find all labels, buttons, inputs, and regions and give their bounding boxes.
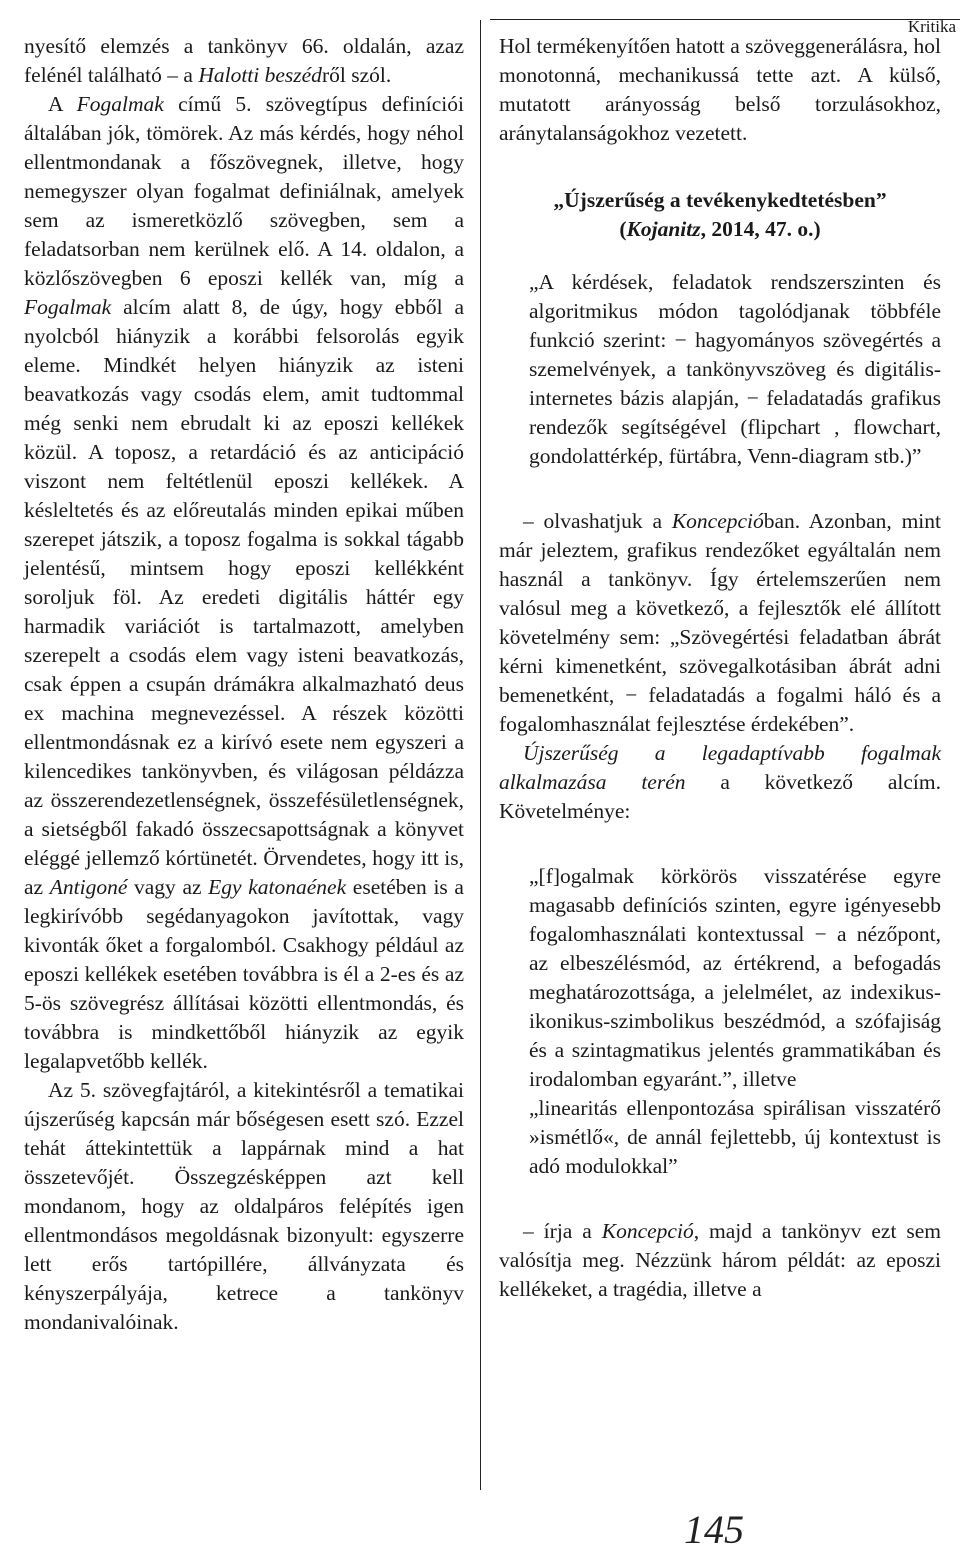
quote-3: „linearitás ellenpontozása spirálisan visszatérő »ismétlő«, de annál fejlettebb, új kontextust is adó modulokkal” bbox=[529, 1096, 941, 1178]
italic-run: Halotti beszéd bbox=[198, 63, 322, 87]
italic-run: Antigoné bbox=[49, 875, 128, 899]
left-column bbox=[24, 32, 464, 1337]
quote-2: „[f]ogalmak körkörös visszatérése egyre magasabb definíciós szinten, egyre igényesebb fogalomhasználati kontextussal − a nézőpont, az elbeszélésmód, az értékrend, a befogadás meghatározottsága, a jelelmélet, az indexikus-ikonikus-szimbolikus beszédmód, a szófajiság és a szintagmatikus jelentés grammatikában és irodalomban egyaránt.”, illetve bbox=[529, 864, 941, 1091]
left-paragraph-1: nyesítő elemzés a tankönyv 66. oldalán, azaz felénél található – a Halotti beszédről szól. bbox=[24, 34, 464, 87]
header-rule bbox=[490, 17, 960, 36]
left-paragraph-3: Az 5. szövegfajtáról, a kitekintésről a tematikai újszerűség kapcsán már bőségesen esett szó. Ezzel tehát áttekintettük a lappárnak mind a hat összetevőjét. Összegzésképpen azt kell mondanom, hogy az oldalpáros felépítés igen ellentmondásos megoldásnak bizonyult: egyszerre lett erős tartópillére, állványzata és kényszerpályája, ketrece a tankönyv mondanivalóinak. bbox=[24, 1078, 464, 1334]
italic-run: Újszerűség a legadaptívabb fogalmak alkalmazása terén bbox=[499, 741, 941, 794]
page-number: 145 bbox=[684, 1507, 744, 1552]
italic-run: Fogalmak bbox=[76, 92, 164, 116]
italic-run: Egy katonaének bbox=[208, 875, 347, 899]
quote-1: „A kérdések, feladatok rendszerszinten és algoritmikus módon tagolódjanak többféle funkció szerint: − hagyományos szövegértés a szemelvények, a tankönyvszöveg és digitális-internetes bázis alapján, − feladatadás grafikus rendezők segítségével (flipchart , flowchart, gondolattérkép, fürtábra, Venn-diagram stb.)” bbox=[529, 270, 941, 468]
right-paragraph-1: Hol termékenyítően hatott a szöveggenerálásra, hol monotonná, mechanikussá tette azt. A külső, mutatott arányosság belső torzulásokhoz, aránytalanságokhoz vezetett. bbox=[499, 34, 941, 145]
section-heading-title: „Újszerűség a tevékenykedtetésben” bbox=[553, 188, 887, 212]
right-column bbox=[499, 32, 941, 1304]
right-paragraph-3: Újszerűség a legadaptívabb fogalmak alkalmazása terén a következő alcím. Követelménye: bbox=[499, 741, 941, 823]
right-paragraph-4: – írja a Koncepció, majd a tankönyv ezt sem valósítja meg. Nézzünk három példát: az eposzi kellékeket, a tragédia, illetve a bbox=[499, 1219, 941, 1301]
italic-run: Kojanitz bbox=[626, 217, 701, 241]
column-divider bbox=[480, 20, 481, 1490]
italic-run: Fogalmak bbox=[24, 295, 112, 319]
section-heading-source: (Kojanitz, 2014, 47. o.) bbox=[619, 217, 821, 241]
section-heading bbox=[499, 186, 941, 244]
section-label: Kritika bbox=[907, 17, 956, 36]
italic-run: Koncepció bbox=[601, 1219, 694, 1243]
right-paragraph-2: – olvashatjuk a Koncepcióban. Azonban, mint már jeleztem, grafikus rendezőket egyáltalán nem használ a tankönyv. Így értelemszerűen nem valósul meg a következő, a fejlesztők elé állított követelmény sem: „Szövegértési feladatban ábrát kérni kimenetként, szövegalkotásiban ábrát adni bemenetként, − feladatadás a fogalmi háló és a fogalomhasználat fejlesztése érdekében”. bbox=[499, 509, 941, 736]
left-paragraph-2: A Fogalmak című 5. szövegtípus definíciói általában jók, tömörek. Az más kérdés, hogy néhol ellentmondanak a főszövegnek, illetve, hogy nemegyszer olyan fogalmat definiálnak, amelyek sem az ismeretközlő szövegben, sem a feladatsorban nem kerülnek elő. A 14. oldalon, a közlőszövegben 6 eposzi kellék van, míg a Fogalmak alcím alatt 8, de úgy, hogy ebből a nyolcból hiányzik a korábbi felsorolás egyik eleme. Mindkét helyen hiányzik az isteni beavatkozás vagy csodás elem, amit tudtommal még senki nem ebrudalt ki az eposzi kellékek közül. A toposz, a retardáció és az anticipáció viszont nem feltétlenül eposzi kellékek. A késleltetés és az előreutalás minden epikai műben szerepet játszik, a toposz fogalma is sokkal tágabb jelentésű, mintsem hogy eposzi kellékként soroljuk föl. Az eredeti digitális háttér egy harmadik variációt is tartalmazott, amelyben szerepelt a csodás elem vagy isteni beavatkozás, csak éppen a csupán drámákra alkalmazható deus ex machina megnevezéssel. A részek közötti ellentmondásnak ez a kirívó esete nem egyszeri a kilencedikes tankönyvben, és világosan példázza az összerendezetlenségnek, összefésületlenségnek, a sietségből fakadó összecsapottságnak a könyvet eléggé jellemző kórtünetét. Örvendetes, hogy itt is, az Antigoné vagy az Egy katonaének esetében is a legkirívóbb segédanyagokon javítottak, vagy kivonták őket a forgalomból. Csakhogy például az eposzi kellékek esetében továbbra is él a 2-es és az 5-ös szövegrész állításai közötti ellentmondás, és továbbra is mindkettőből hiányzik az egyik legalapvetőbb kellék. bbox=[24, 92, 464, 1073]
italic-run: Koncepció bbox=[671, 509, 764, 533]
